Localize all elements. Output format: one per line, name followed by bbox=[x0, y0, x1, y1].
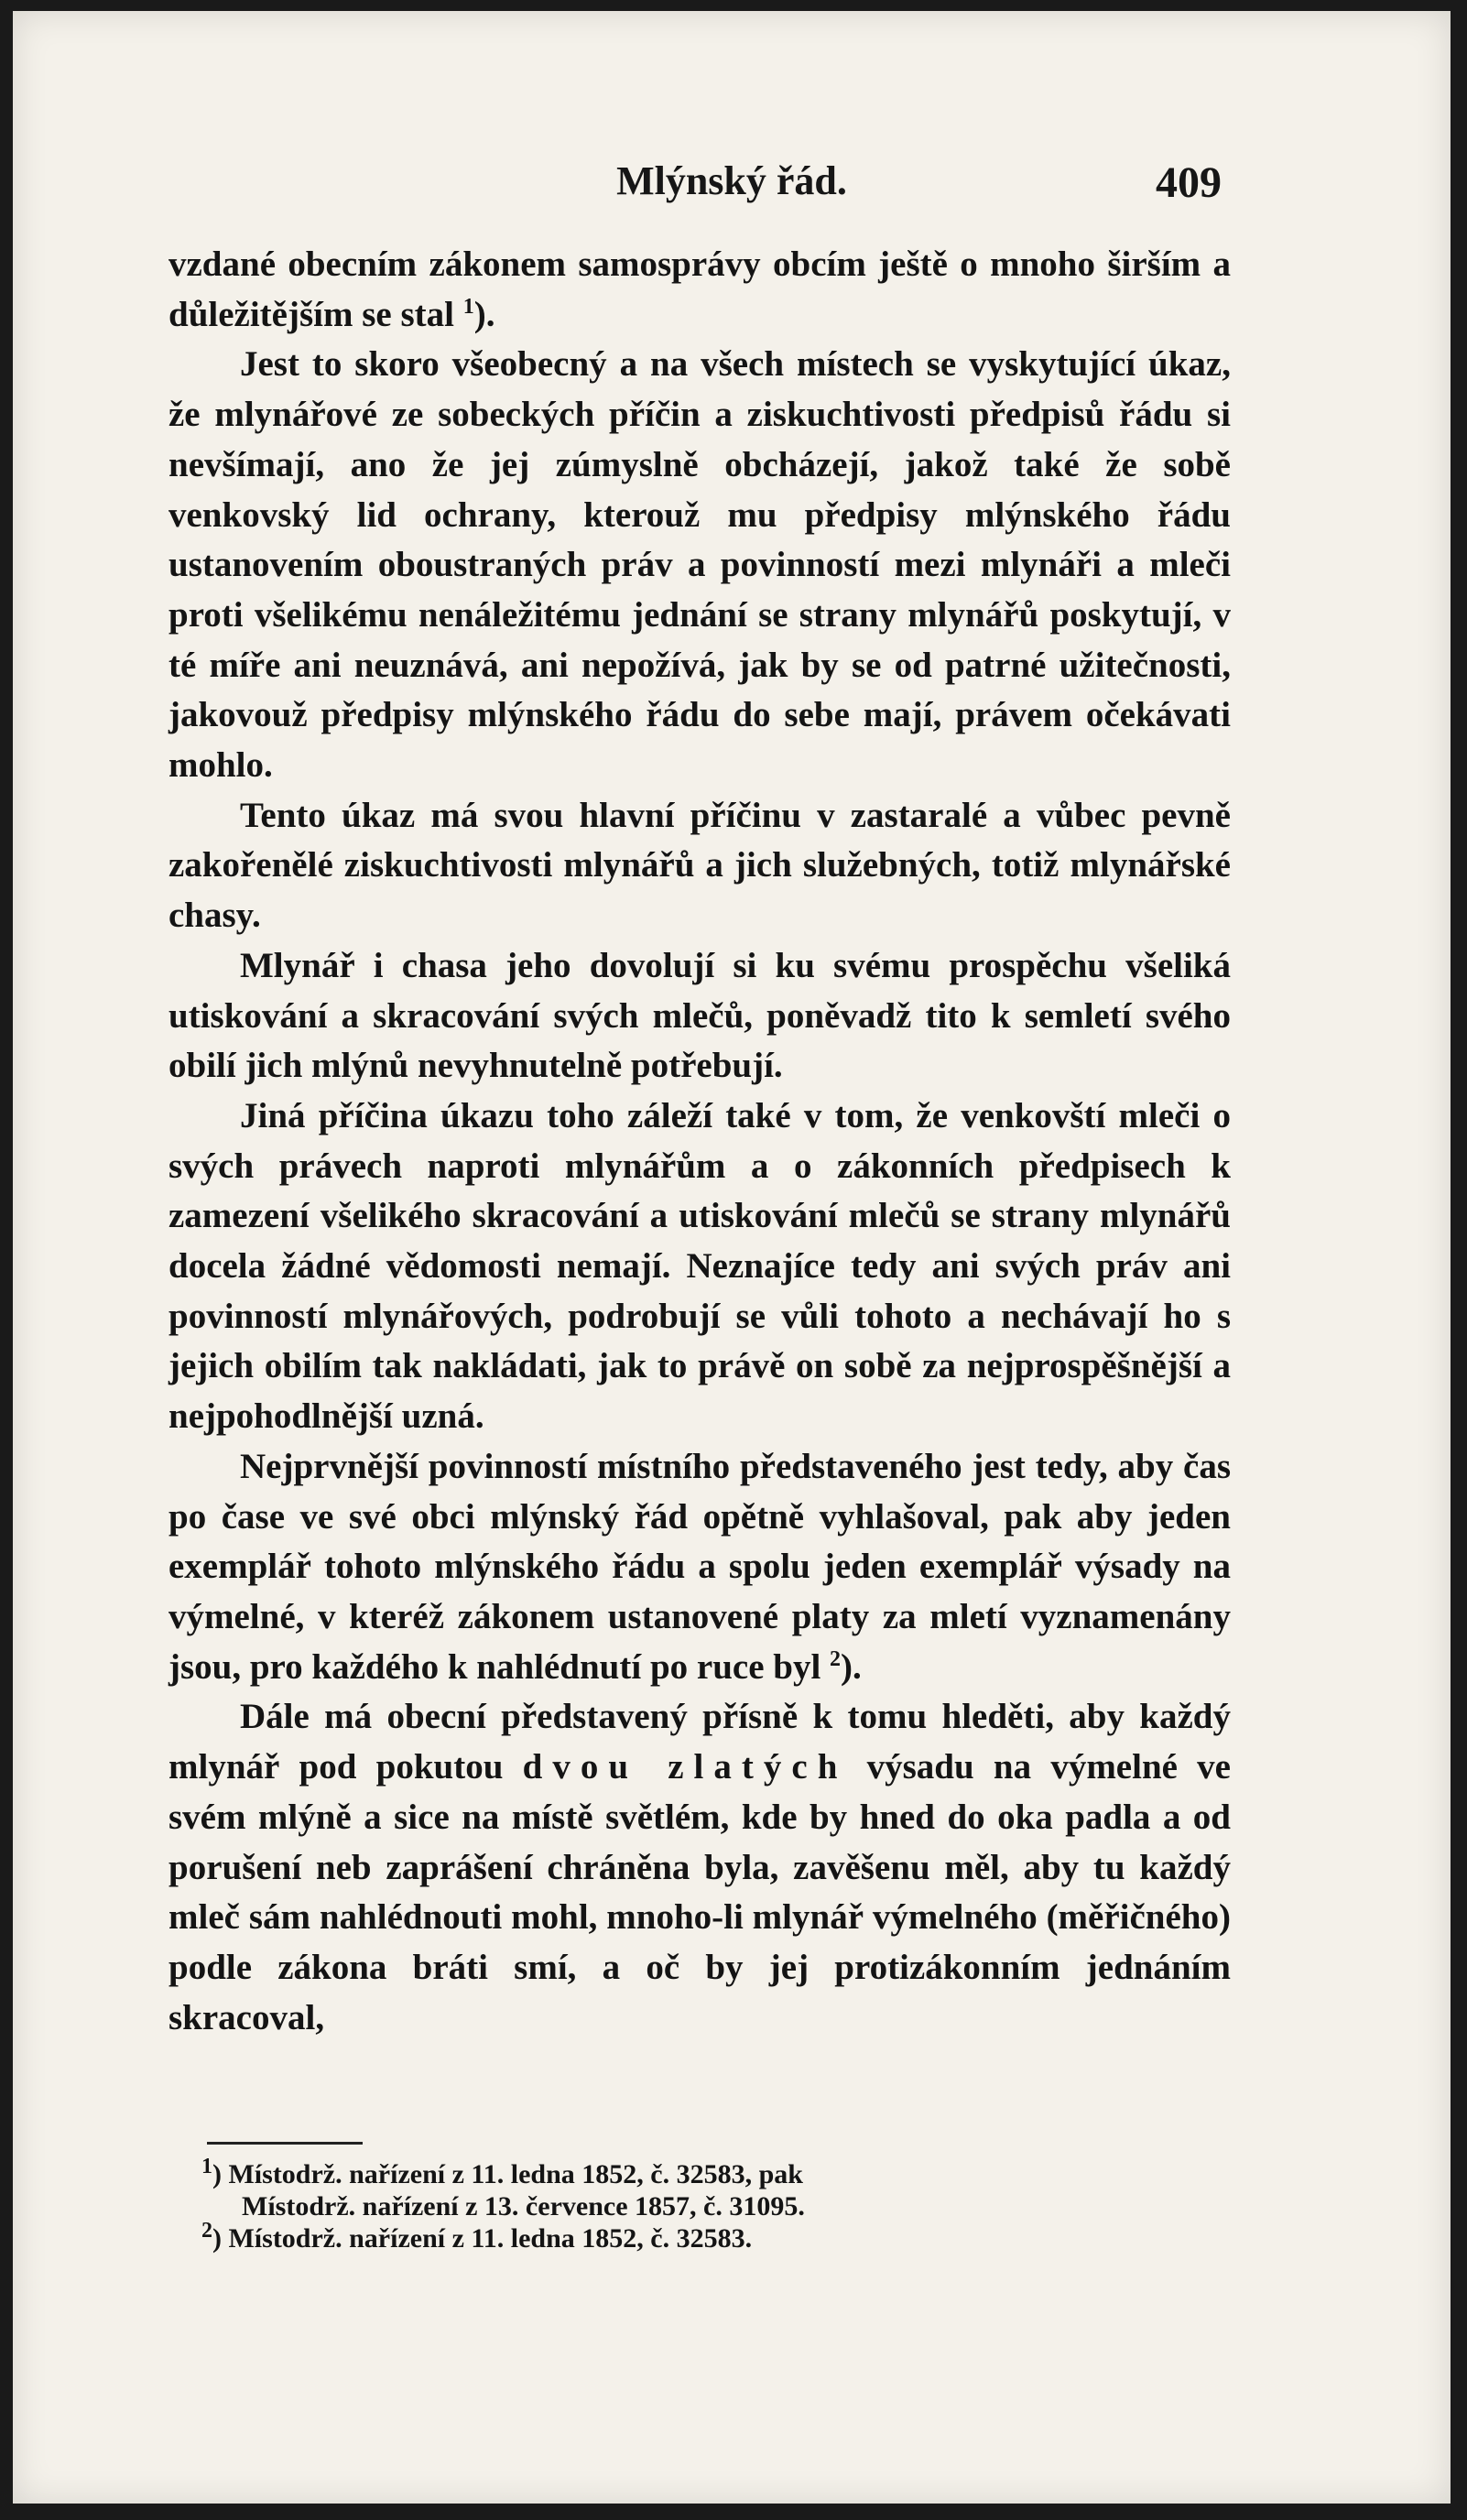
footnote-marker: 1 bbox=[201, 2155, 212, 2178]
footnotes bbox=[201, 2155, 1117, 2254]
page-number: 409 bbox=[1156, 158, 1222, 207]
book-page bbox=[13, 11, 1451, 2504]
running-head: Mlýnský řád. bbox=[616, 158, 847, 203]
footnote-ref: 1 bbox=[462, 294, 474, 319]
footnote-divider bbox=[207, 2142, 363, 2145]
footnote: $^2$) Místodrž. nařízení z 11. ledna 1852, č. 32583. bbox=[201, 2219, 753, 2254]
footnote-continuation: Místodrž. nařízení z 13. července 1857, č. 31095. bbox=[242, 2191, 805, 2221]
paragraph: Jiná příčina úkazu toho záleží také v tom, že venkovští mleči o svých právech naproti mlynářům a o zákonních předpisech k zamezení všelikého skracování a utiskování mlečů se strany mlynářů docela žádné vědomosti nemají. Neznajíce tedy ani svých práv ani povinností mlynářových, podrobují se vůli tohoto a nechávají ho s jejich obilím tak nakládati, jak to právě on sobě za nejprospěšnější a nejpohodlnější uzná. bbox=[168, 1095, 1231, 1437]
footnote-ref: 2 bbox=[830, 1646, 842, 1671]
emphasized-text: dvou zlatých bbox=[522, 1747, 848, 1787]
body-text bbox=[168, 240, 1231, 2043]
paragraph: Tento úkaz má svou hlavní příčinu v zastaralé a vůbec pevně zakořenělé ziskuchtivosti mlynářů a jich služebných, totiž mlynářské chasy. bbox=[168, 795, 1231, 936]
paragraph: Mlynář i chasa jeho dovolují si ku svému prospěchu všeliká utiskování a skracování svých mlečů, poněvadž tito k semletí svého obilí jich mlýnů nevyhnutelně potřebují. bbox=[168, 945, 1231, 1086]
page-header bbox=[13, 158, 1451, 212]
paragraph: Jest to skoro všeobecný a na všech místech se vyskytující úkaz, že mlynářové ze sobeckých příčin a ziskuchtivosti předpisů řádu si nevšímají, ano že jej zúmyslně obcházejí, jakož také že sobě venkovský lid ochrany, kterouž mu předpisy mlýnského řádu ustanovením oboustraných práv a povinností mezi mlynáři a mleči proti všelikému nenáležitému jednání se strany mlynářů poskytují, v té míře ani neuznává, ani nepožívá, jak by se od patrné užitečnosti, jakovouž předpisy mlýnského řádu do sebe mají, právem očekávati mohlo. bbox=[168, 344, 1231, 786]
paragraph: Nejprvnější povinností místního představeného jest tedy, aby čas po čase ve své obci mlýnský řád opětně vyhlašoval, pak aby jeden exemplář tohoto mlýnského řádu a spolu jeden exemplář výsady na výmelné, v kteréž zákonem ustanovené platy za mletí vyznamenány jsou, pro každého k nahlédnutí po ruce byl $^2$). bbox=[168, 1446, 1231, 1687]
paragraph: Dále má obecní představený přísně k tomu hleděti, aby každý mlynář pod pokutou dvou zlatých výsadu na výmelné ve svém mlýně a sice na místě světlém, kde by hned do oka padla a od porušení neb zaprášení chráněna byla, zavěšenu měl, aby tu každý mleč sám nahlédnouti mohl, mnoho-li mlynář výmelného (měřičného) podle zákona bráti smí, a oč by jej protizákonním jednáním skracoval, bbox=[168, 1697, 1231, 2037]
footnote: $^1$) Místodrž. nařízení z 11. ledna 1852, č. 32583, pak bbox=[201, 2155, 803, 2189]
paragraph: vzdané obecním zákonem samosprávy obcím ještě o mnoho širším a důležitějším se stal $^1$). bbox=[168, 244, 1231, 334]
footnote-marker: 2 bbox=[201, 2219, 212, 2243]
